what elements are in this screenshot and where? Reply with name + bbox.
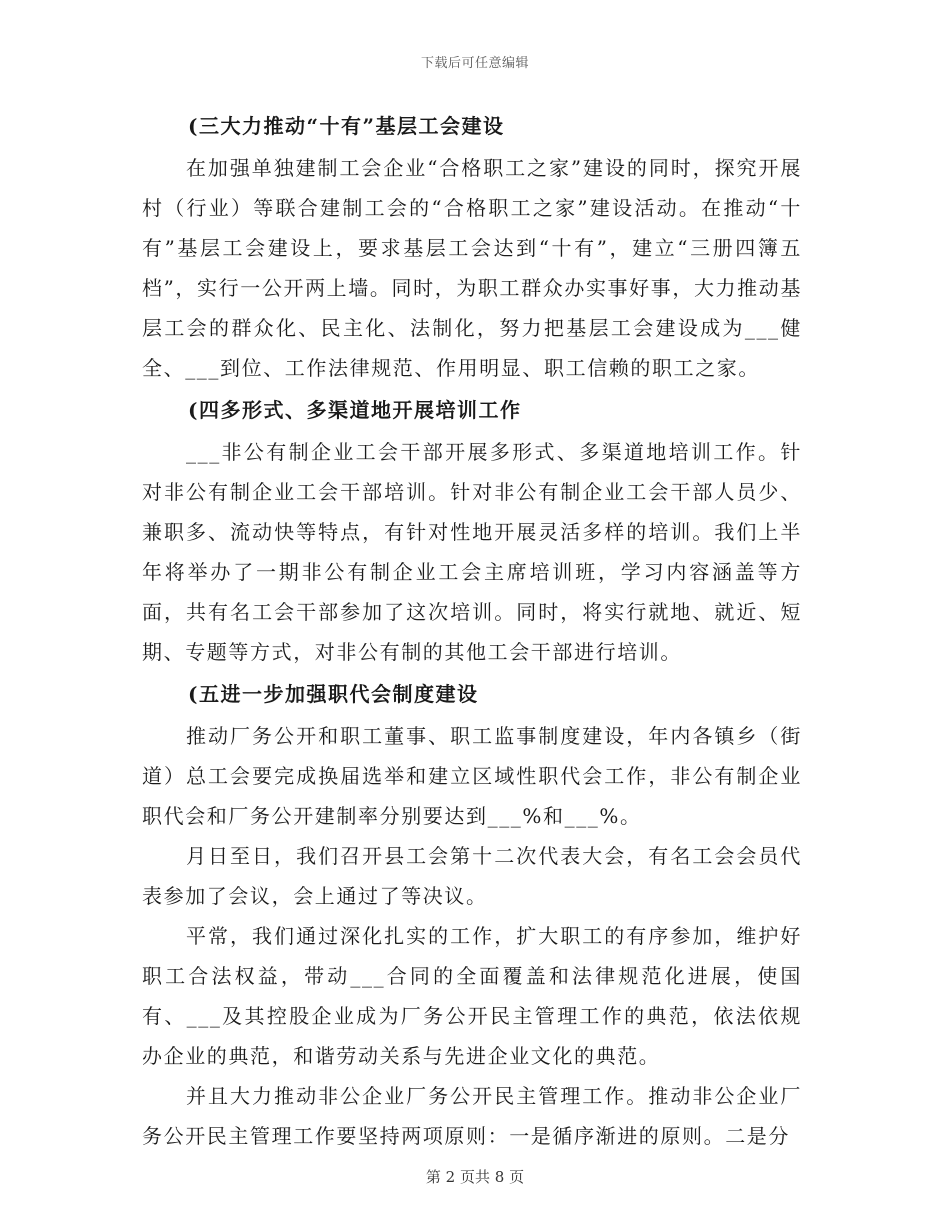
body-paragraph: ___非公有制企业工会干部开展多形式、多渠道地培训工作。针对非公有制企业工会干部培训。针对非公有制企业工会干部人员少、兼职多、流动快等特点，有针对性地开展灵活多样的培训。我们上半年将举办了一期非公有制企业工会主席培训班，学习内容涵盖等方面，共有名工会干部参加了这次培训。同时，将实行就地、就近、短期、专题等方式，对非公有制的其他工会干部进行培训。 (142, 440, 802, 664)
section-heading: (三大力推动“十有”基层工会建设 (188, 114, 505, 138)
body-paragraph: 平常，我们通过深化扎实的工作，扩大职工的有序参加，维护好职工合法权益，带动___合同的全面覆盖和法律规范化进展，使国有、___及其控股企业成为厂务公开民主管理工作的典范，依法依规办企业的典范，和谐劳动关系与先进企业文化的典范。 (142, 924, 802, 1068)
document-body (142, 104, 802, 1156)
body-paragraph: 月日至日，我们召开县工会第十二次代表大会，有名工会会员代表参加了会议，会上通过了等决议。 (142, 844, 802, 908)
body-paragraph: 推动厂务公开和职工董事、职工监事制度建设，年内各镇乡（街道）总工会要完成换届选举和建立区域性职代会工作，非公有制企业职代会和厂务公开建制率分别要达到___%和___%。 (142, 724, 802, 828)
body-paragraph: 并且大力推动非公企业厂务公开民主管理工作。推动非公企业厂务公开民主管理工作要坚持两项原则：一是循序渐进的原则。二是分 (142, 1084, 802, 1148)
page-header-note: 下载后可任意编辑 (420, 56, 529, 71)
body-paragraph: 在加强单独建制工会企业“合格职工之家”建设的同时，探究开展村（行业）等联合建制工会的“合格职工之家”建设活动。在推动“十有”基层工会建设上，要求基层工会达到“十有”，建立“三册四簿五档”，实行一公开两上墙。同时，为职工群众办实事好事，大力推动基层工会的群众化、民主化、法制化，努力把基层工会建设成为___健全、___到位、工作法律规范、作用明显、职工信赖的职工之家。 (142, 156, 802, 380)
section-heading: (五进一步加强职代会制度建设 (188, 682, 479, 706)
section-heading: (四多形式、多渠道地开展培训工作 (188, 398, 522, 422)
page-number-footer: 第 2 页共 8 页 (425, 1168, 525, 1186)
